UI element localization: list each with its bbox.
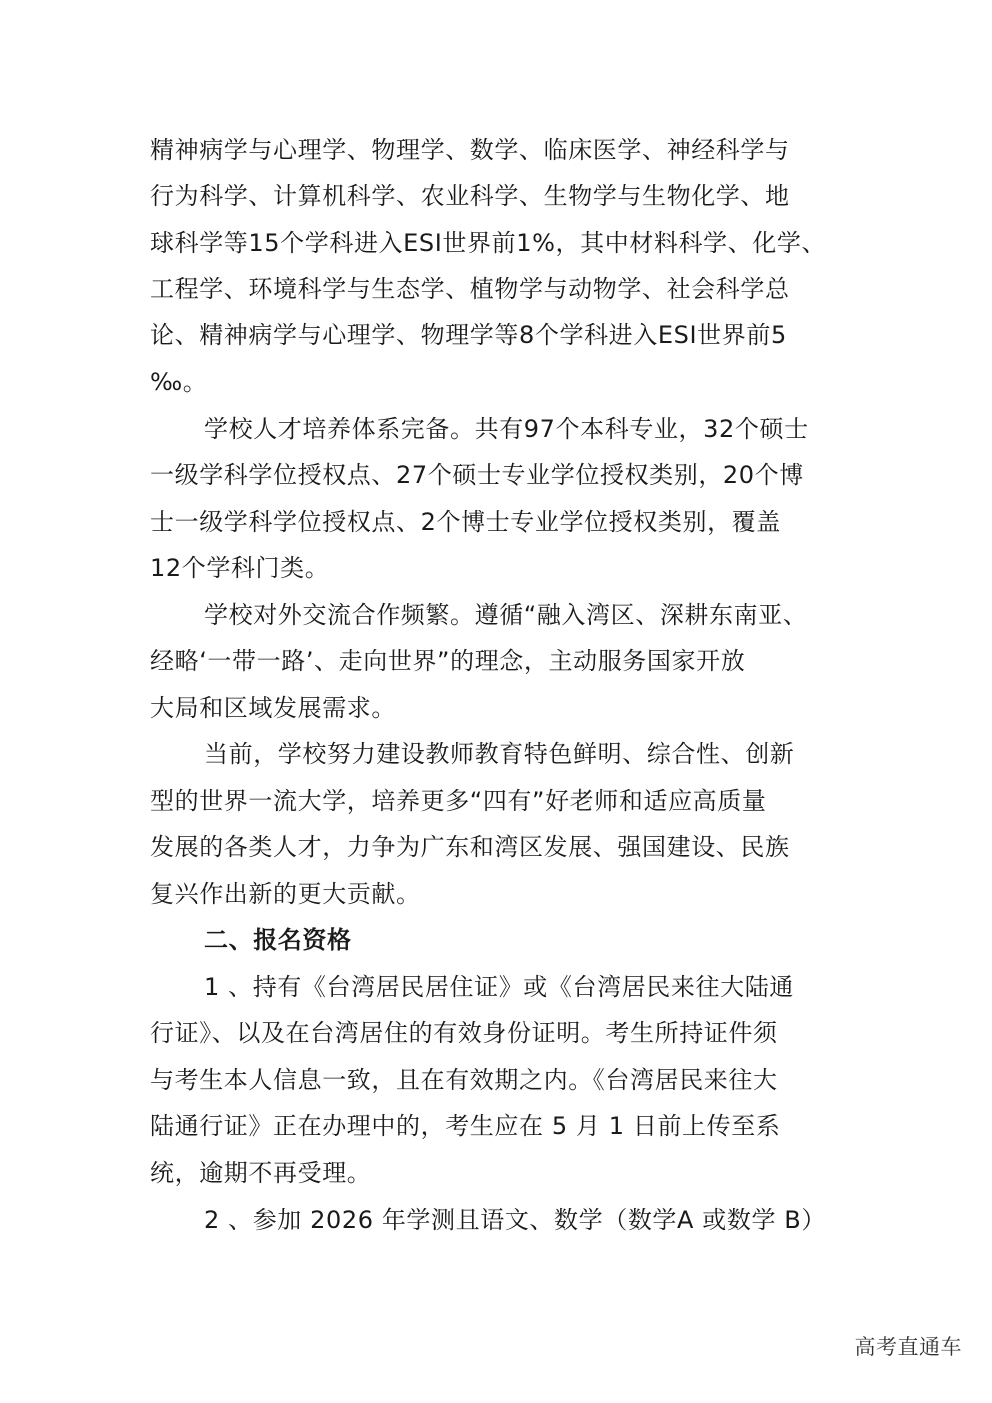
paragraph-line: 发展的各类人才，力争为广东和湾区发展、强国建设、民族 — [150, 833, 790, 861]
paragraph-line: 学校对外交流合作频繁。遵循“融入湾区、深耕东南亚、 — [204, 601, 808, 629]
section-heading: 二、报名资格 — [204, 926, 352, 954]
paragraph-line: ‰。 — [150, 368, 208, 396]
paragraph-line: 工程学、环境科学与生态学、植物学与动物学、社会科学总 — [150, 275, 790, 303]
requirement-line: 与考生本人信息一致，且在有效期之内。《台湾居民来往大 — [150, 1066, 778, 1094]
paragraph-line: 一级学科学位授权点、27个硕士专业学位授权类别，20个博 — [150, 461, 804, 489]
requirement-line: 1 、持有《台湾居民居住证》或《台湾居民来往大陆通 — [204, 973, 794, 1001]
paragraph-line: 经略‘一带一路’、走向世界”的理念，主动服务国家开放 — [150, 647, 746, 675]
paragraph-line: 精神病学与心理学、物理学、数学、临床医学、神经科学与 — [150, 136, 790, 164]
paragraph-line: 大局和区域发展需求。 — [150, 694, 396, 722]
paragraph-line: 论、精神病学与心理学、物理学等8个学科进入ESI世界前5 — [150, 321, 787, 349]
paragraph-line: 12个学科门类。 — [150, 554, 330, 582]
requirement-line: 2 、参加 2026 年学测且语文、数学（数学A 或数学 B） — [204, 1206, 826, 1234]
paragraph-line: 球科学等15个学科进入ESI世界前1%，其中材料科学、化学、 — [150, 229, 827, 257]
requirement-line: 行证》、以及在台湾居住的有效身份证明。考生所持证件须 — [150, 1019, 778, 1047]
paragraph-line: 型的世界一流大学，培养更多“四有”好老师和适应高质量 — [150, 787, 767, 815]
requirement-line: 陆通行证》正在办理中的，考生应在 5 月 1 日前上传至系 — [150, 1112, 781, 1140]
watermark-text: 高考直通车 — [854, 1335, 962, 1359]
paragraph-line: 士一级学科学位授权点、2个博士专业学位授权类别，覆盖 — [150, 508, 781, 536]
paragraph-line: 行为科学、计算机科学、农业科学、生物学与生物化学、地 — [150, 182, 790, 210]
paragraph-line: 学校人才培养体系完备。共有97个本科专业，32个硕士 — [204, 415, 809, 443]
paragraph-line: 复兴作出新的更大贡献。 — [150, 880, 421, 908]
requirement-line: 统，逾期不再受理。 — [150, 1159, 372, 1187]
paragraph-line: 当前，学校努力建设教师教育特色鲜明、综合性、创新 — [204, 740, 795, 768]
